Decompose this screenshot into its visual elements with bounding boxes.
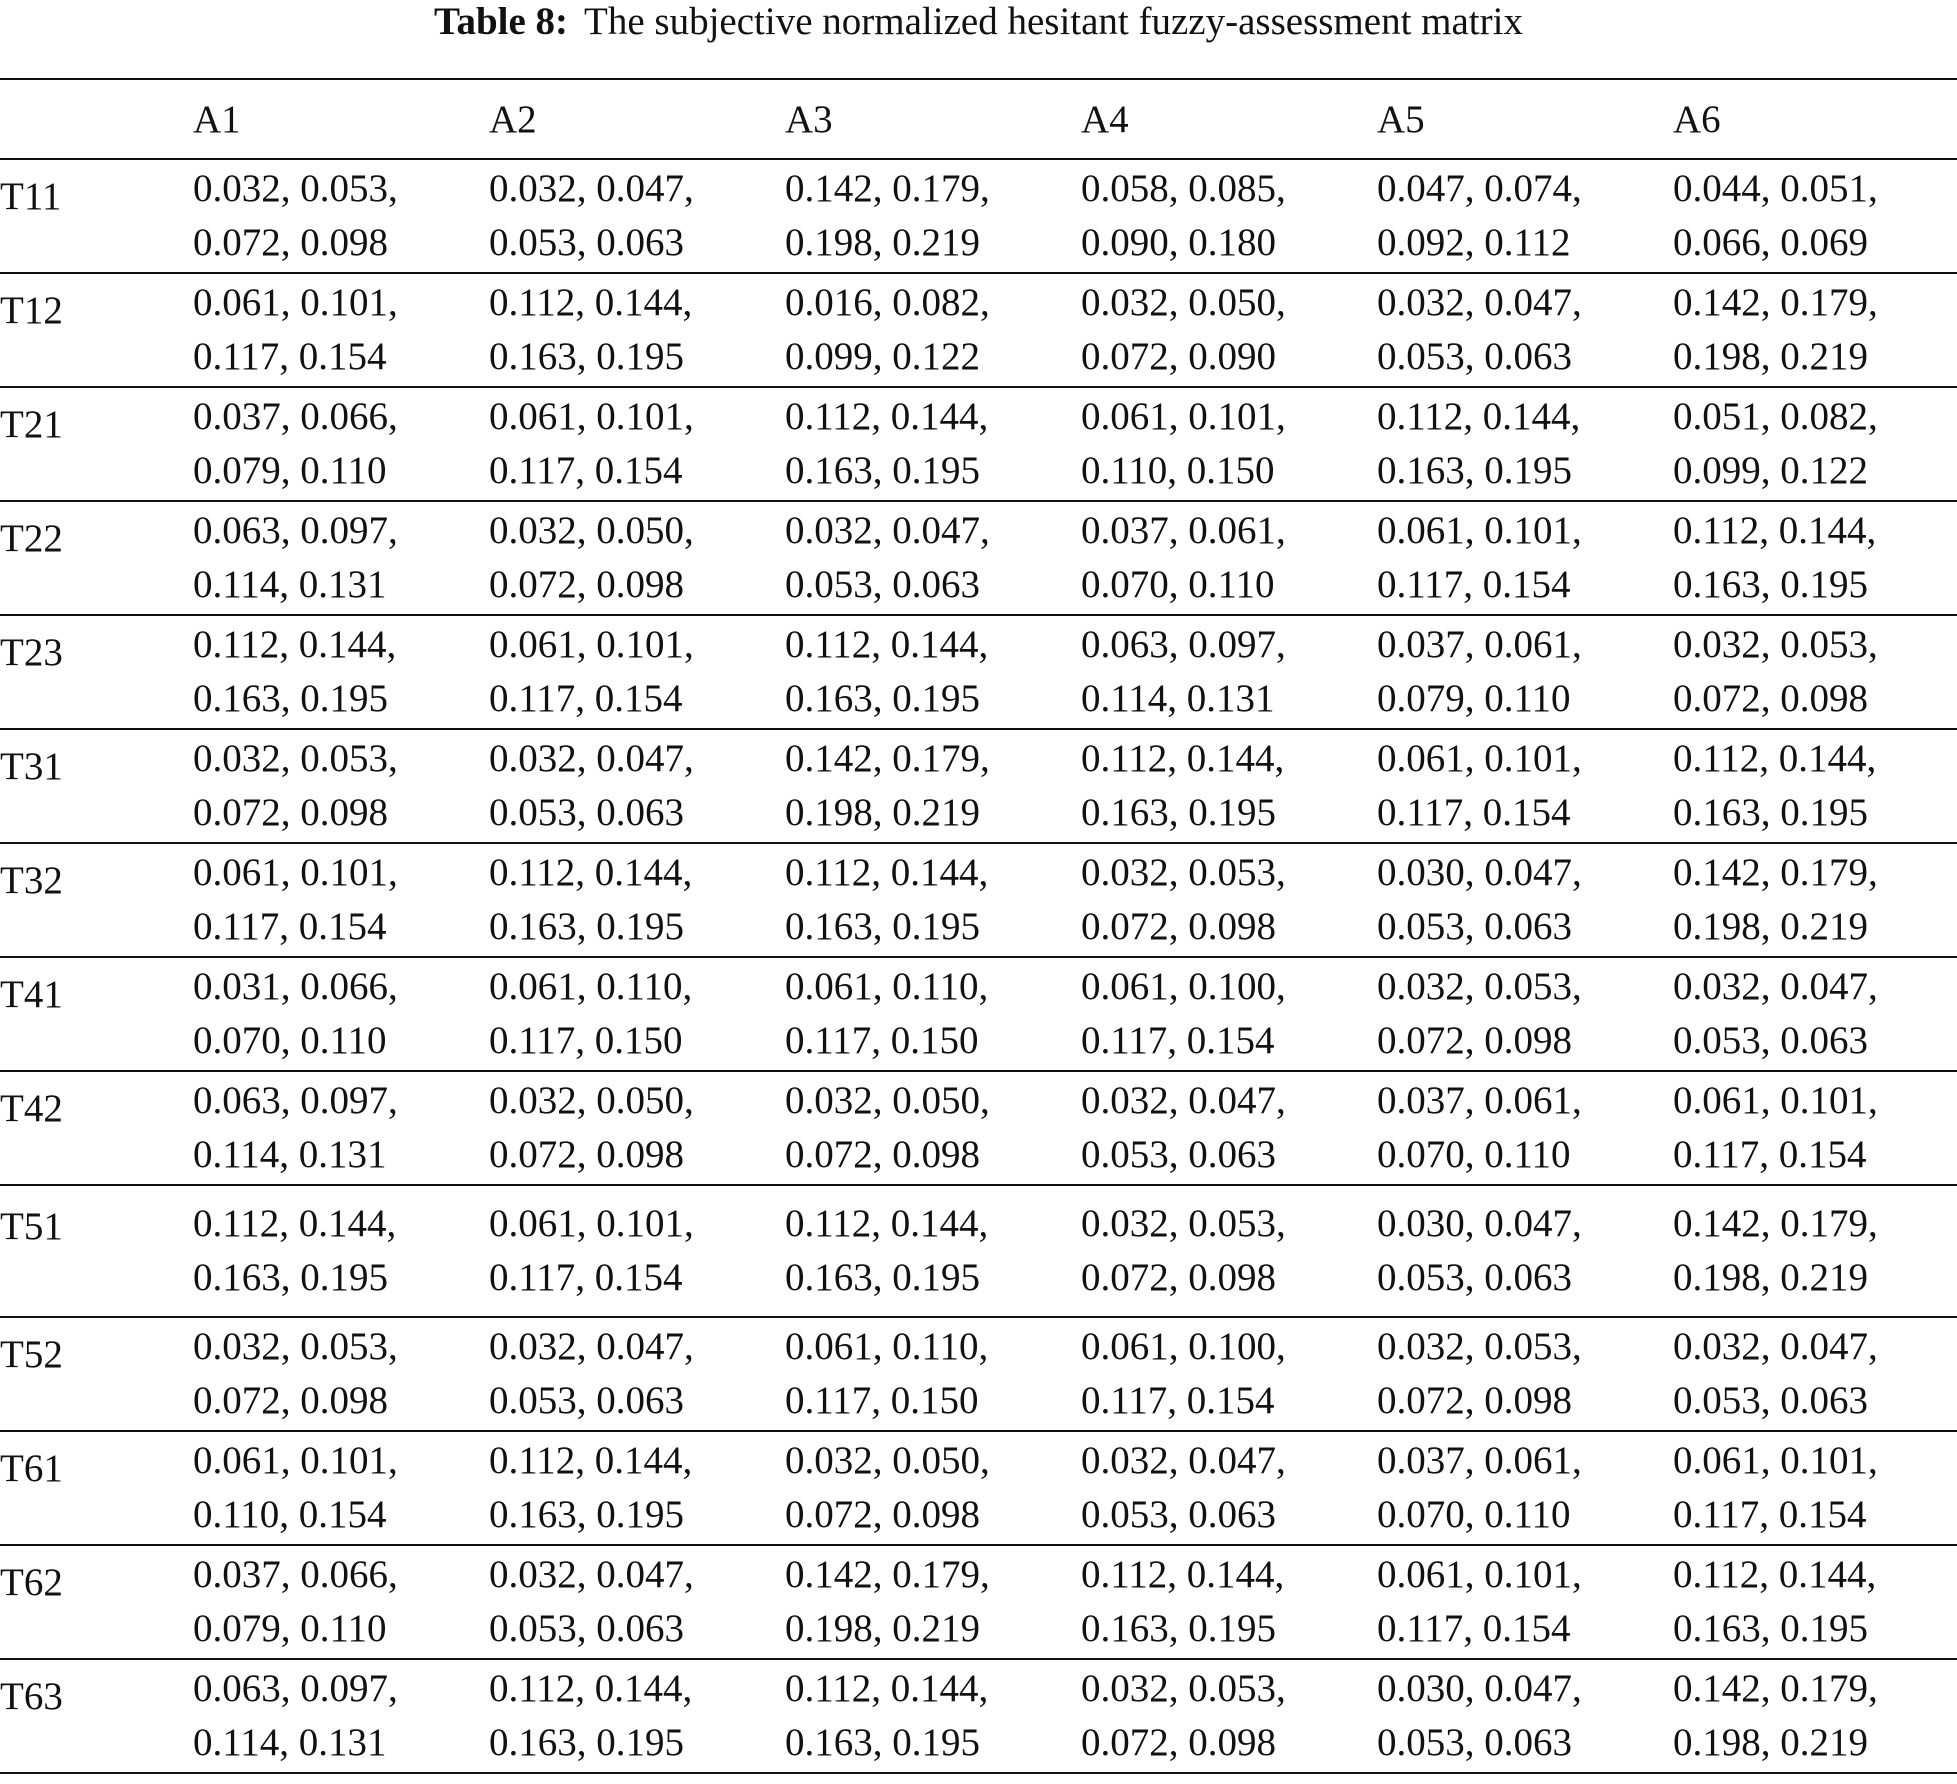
matrix-cell-line: 0.030, 0.047, [1377, 851, 1582, 894]
matrix-cell [1673, 1185, 1957, 1317]
matrix-cell-line: 0.163, 0.195 [1081, 791, 1276, 834]
matrix-cell-line: 0.110, 0.150 [1081, 449, 1275, 492]
row-label: T23 [0, 631, 63, 674]
matrix-cell [1081, 159, 1377, 273]
matrix-cell-line: 0.163, 0.195 [1377, 449, 1572, 492]
matrix-cell [785, 729, 1081, 843]
row-label: T32 [0, 859, 63, 902]
matrix-cell [1673, 1659, 1957, 1773]
matrix-cell [1673, 729, 1957, 843]
matrix-cell-line: 0.079, 0.110 [193, 1607, 387, 1650]
matrix-cell [1377, 1317, 1673, 1431]
matrix-cell-line: 0.030, 0.047, [1377, 1667, 1582, 1710]
matrix-cell [193, 501, 489, 615]
matrix-cell-line: 0.112, 0.144, [489, 851, 693, 894]
header-cell-a1: A1 [193, 97, 241, 141]
matrix-cell [1673, 843, 1957, 957]
matrix-cell-line: 0.112, 0.144, [785, 395, 989, 438]
matrix-cell-line: 0.117, 0.150 [489, 1019, 683, 1062]
matrix-cell [1081, 1185, 1377, 1317]
matrix-cell-line: 0.112, 0.144, [1081, 1553, 1285, 1596]
table-header [0, 79, 1957, 159]
matrix-cell [489, 1545, 785, 1659]
matrix-cell-line: 0.112, 0.144, [1081, 737, 1285, 780]
matrix-cell-line: 0.163, 0.195 [785, 1256, 980, 1299]
matrix-cell-line: 0.061, 0.101, [1377, 509, 1582, 552]
matrix-cell-line: 0.032, 0.047, [489, 1553, 694, 1596]
matrix-cell-line: 0.066, 0.069 [1673, 221, 1868, 264]
matrix-cell-line: 0.142, 0.179, [1673, 1202, 1878, 1245]
matrix-cell [1081, 387, 1377, 501]
matrix-cell-line: 0.061, 0.100, [1081, 965, 1286, 1008]
matrix-cell-line: 0.198, 0.219 [1673, 905, 1868, 948]
matrix-cell [193, 1185, 489, 1317]
matrix-cell-line: 0.142, 0.179, [785, 1553, 990, 1596]
table-row [0, 1431, 1957, 1545]
matrix-cell-line: 0.117, 0.154 [1377, 1607, 1571, 1650]
matrix-cell-line: 0.053, 0.063 [785, 563, 980, 606]
header-cell-a6: A6 [1673, 97, 1721, 141]
matrix-cell-line: 0.037, 0.061, [1377, 623, 1582, 666]
matrix-cell-line: 0.072, 0.098 [193, 221, 388, 264]
matrix-cell-line: 0.070, 0.110 [1377, 1133, 1571, 1176]
matrix-cell-line: 0.112, 0.144, [785, 1667, 989, 1710]
matrix-cell [1081, 273, 1377, 387]
matrix-cell-line: 0.163, 0.195 [489, 1721, 684, 1764]
matrix-cell-line: 0.117, 0.154 [1673, 1133, 1867, 1176]
matrix-cell-line: 0.051, 0.082, [1673, 395, 1878, 438]
matrix-cell-line: 0.198, 0.219 [1673, 1721, 1868, 1764]
matrix-cell [1081, 1317, 1377, 1431]
table-row [0, 1659, 1957, 1773]
matrix-cell-line: 0.117, 0.150 [785, 1379, 979, 1422]
matrix-cell-line: 0.037, 0.066, [193, 1553, 398, 1596]
matrix-cell [785, 1071, 1081, 1185]
table-caption [0, 0, 1957, 44]
matrix-cell-line: 0.053, 0.063 [1081, 1493, 1276, 1536]
matrix-cell-line: 0.163, 0.195 [785, 1721, 980, 1764]
matrix-cell [193, 1317, 489, 1431]
matrix-cell-line: 0.072, 0.098 [489, 563, 684, 606]
matrix-cell [785, 387, 1081, 501]
matrix-cell-line: 0.163, 0.195 [489, 1493, 684, 1536]
table-caption-label: Table 8: [434, 0, 569, 43]
matrix-cell-line: 0.117, 0.154 [193, 335, 387, 378]
matrix-cell [193, 1545, 489, 1659]
header-cell-a2: A2 [489, 97, 537, 141]
matrix-cell [785, 273, 1081, 387]
matrix-cell-line: 0.047, 0.074, [1377, 167, 1582, 210]
matrix-cell-line: 0.032, 0.053, [193, 1325, 398, 1368]
table-row [0, 957, 1957, 1071]
matrix-cell-line: 0.072, 0.090 [1081, 335, 1276, 378]
matrix-cell-line: 0.079, 0.110 [193, 449, 387, 492]
table-row [0, 615, 1957, 729]
matrix-cell-line: 0.061, 0.101, [1673, 1439, 1878, 1482]
matrix-cell-line: 0.072, 0.098 [489, 1133, 684, 1176]
matrix-cell [1081, 1431, 1377, 1545]
header-cell-a3: A3 [785, 97, 833, 141]
matrix-cell-line: 0.163, 0.195 [1673, 563, 1868, 606]
matrix-cell [785, 1659, 1081, 1773]
matrix-cell-line: 0.112, 0.144, [489, 1439, 693, 1482]
matrix-cell-line: 0.061, 0.100, [1081, 1325, 1286, 1368]
matrix-cell-line: 0.112, 0.144, [1673, 737, 1877, 780]
matrix-cell [1377, 615, 1673, 729]
matrix-cell [1081, 1545, 1377, 1659]
matrix-cell-line: 0.112, 0.144, [1673, 509, 1877, 552]
matrix-cell-line: 0.032, 0.053, [1377, 965, 1582, 1008]
matrix-cell-line: 0.061, 0.101, [489, 1202, 694, 1245]
matrix-cell-line: 0.061, 0.101, [193, 1439, 398, 1482]
matrix-cell-line: 0.032, 0.050, [489, 509, 694, 552]
matrix-cell [489, 1071, 785, 1185]
assessment-matrix-container [0, 78, 1957, 1774]
matrix-cell-line: 0.114, 0.131 [1081, 677, 1275, 720]
matrix-cell-line: 0.032, 0.053, [1673, 623, 1878, 666]
matrix-cell [489, 501, 785, 615]
table-row [0, 273, 1957, 387]
matrix-cell-line: 0.063, 0.097, [1081, 623, 1286, 666]
matrix-cell [489, 729, 785, 843]
matrix-cell-line: 0.114, 0.131 [193, 1721, 387, 1764]
matrix-cell-line: 0.032, 0.047, [1377, 281, 1582, 324]
matrix-cell-line: 0.198, 0.219 [1673, 1256, 1868, 1299]
matrix-cell-line: 0.061, 0.101, [1377, 1553, 1582, 1596]
matrix-cell-line: 0.061, 0.110, [785, 965, 989, 1008]
matrix-cell-line: 0.072, 0.098 [193, 1379, 388, 1422]
matrix-cell-line: 0.163, 0.195 [785, 677, 980, 720]
matrix-cell [193, 729, 489, 843]
matrix-cell-line: 0.053, 0.063 [1377, 1721, 1572, 1764]
matrix-cell-line: 0.032, 0.047, [1081, 1079, 1286, 1122]
matrix-cell-line: 0.112, 0.144, [489, 281, 693, 324]
table-row [0, 501, 1957, 615]
matrix-cell [1673, 957, 1957, 1071]
matrix-cell-line: 0.044, 0.051, [1673, 167, 1878, 210]
matrix-cell-line: 0.061, 0.101, [489, 395, 694, 438]
matrix-cell-line: 0.117, 0.154 [1377, 563, 1571, 606]
table-caption-text: The subjective normalized hesitant fuzzy-assessment matrix [584, 0, 1523, 43]
matrix-cell [1081, 1659, 1377, 1773]
matrix-cell [193, 273, 489, 387]
matrix-cell [489, 273, 785, 387]
matrix-cell [1081, 843, 1377, 957]
matrix-cell-line: 0.092, 0.112 [1377, 221, 1571, 264]
matrix-cell-line: 0.032, 0.047, [785, 509, 990, 552]
matrix-cell-line: 0.032, 0.047, [1081, 1439, 1286, 1482]
matrix-cell-line: 0.117, 0.154 [489, 1256, 683, 1299]
matrix-cell [785, 159, 1081, 273]
matrix-cell-line: 0.142, 0.179, [1673, 1667, 1878, 1710]
table-row [0, 1545, 1957, 1659]
matrix-cell-line: 0.114, 0.131 [193, 1133, 387, 1176]
matrix-cell-line: 0.063, 0.097, [193, 1667, 398, 1710]
matrix-cell [1377, 1071, 1673, 1185]
matrix-cell-line: 0.198, 0.219 [1673, 335, 1868, 378]
matrix-cell-line: 0.061, 0.110, [489, 965, 693, 1008]
matrix-cell-line: 0.032, 0.050, [1081, 281, 1286, 324]
matrix-cell [489, 1185, 785, 1317]
matrix-cell [1377, 273, 1673, 387]
matrix-cell-line: 0.053, 0.063 [1377, 905, 1572, 948]
matrix-cell-line: 0.032, 0.047, [489, 737, 694, 780]
matrix-cell [1377, 957, 1673, 1071]
matrix-cell-line: 0.110, 0.154 [193, 1493, 387, 1536]
matrix-cell-line: 0.053, 0.063 [489, 221, 684, 264]
matrix-cell-line: 0.163, 0.195 [1673, 1607, 1868, 1650]
matrix-cell-line: 0.112, 0.144, [193, 623, 397, 666]
matrix-cell [1673, 615, 1957, 729]
matrix-cell-line: 0.037, 0.061, [1377, 1439, 1582, 1482]
matrix-cell-line: 0.198, 0.219 [785, 221, 980, 264]
row-label: T51 [0, 1205, 63, 1248]
matrix-cell-line: 0.032, 0.047, [1673, 965, 1878, 1008]
matrix-cell-line: 0.117, 0.154 [1081, 1019, 1275, 1062]
row-label: T22 [0, 517, 63, 560]
matrix-cell [1081, 729, 1377, 843]
matrix-cell-line: 0.163, 0.195 [785, 449, 980, 492]
matrix-cell-line: 0.032, 0.053, [193, 167, 398, 210]
matrix-cell-line: 0.072, 0.098 [1081, 1256, 1276, 1299]
row-label: T11 [0, 175, 62, 218]
header-row [0, 79, 1957, 159]
matrix-cell [1081, 501, 1377, 615]
assessment-matrix-table [0, 78, 1957, 1774]
matrix-cell-line: 0.053, 0.063 [1377, 335, 1572, 378]
matrix-cell [1377, 1659, 1673, 1773]
row-label: T21 [0, 403, 63, 446]
matrix-cell-line: 0.072, 0.098 [1377, 1379, 1572, 1422]
matrix-cell-line: 0.032, 0.050, [785, 1439, 990, 1482]
matrix-cell [1673, 159, 1957, 273]
matrix-cell [1673, 1545, 1957, 1659]
matrix-cell-line: 0.061, 0.101, [193, 281, 398, 324]
matrix-cell-line: 0.032, 0.053, [1081, 1667, 1286, 1710]
matrix-cell-line: 0.061, 0.101, [489, 623, 694, 666]
row-label: T52 [0, 1333, 63, 1376]
header-cell-a4: A4 [1081, 97, 1129, 141]
matrix-cell [193, 1071, 489, 1185]
matrix-cell [785, 615, 1081, 729]
matrix-cell-line: 0.031, 0.066, [193, 965, 398, 1008]
matrix-cell [785, 1431, 1081, 1545]
matrix-cell-line: 0.079, 0.110 [1377, 677, 1571, 720]
table-row [0, 1185, 1957, 1317]
row-label: T42 [0, 1087, 63, 1130]
matrix-cell [1377, 843, 1673, 957]
table-row [0, 387, 1957, 501]
matrix-cell-line: 0.163, 0.195 [1081, 1607, 1276, 1650]
matrix-cell-line: 0.061, 0.101, [1081, 395, 1286, 438]
matrix-cell [489, 1431, 785, 1545]
matrix-cell [1081, 957, 1377, 1071]
matrix-cell-line: 0.053, 0.063 [489, 1607, 684, 1650]
matrix-cell [193, 843, 489, 957]
matrix-cell-line: 0.072, 0.098 [1377, 1019, 1572, 1062]
matrix-cell-line: 0.061, 0.101, [1377, 737, 1582, 780]
header-cell-a5: A5 [1377, 97, 1425, 141]
matrix-cell-line: 0.037, 0.066, [193, 395, 398, 438]
matrix-cell-line: 0.061, 0.101, [1673, 1079, 1878, 1122]
matrix-cell-line: 0.053, 0.063 [489, 1379, 684, 1422]
matrix-cell [1673, 387, 1957, 501]
row-label: T63 [0, 1675, 63, 1718]
matrix-cell-line: 0.117, 0.154 [489, 449, 683, 492]
matrix-cell-line: 0.032, 0.053, [1081, 1202, 1286, 1245]
row-label: T61 [0, 1447, 63, 1490]
matrix-cell-line: 0.032, 0.047, [489, 1325, 694, 1368]
matrix-cell-line: 0.090, 0.180 [1081, 221, 1276, 264]
matrix-cell [1673, 1431, 1957, 1545]
matrix-cell-line: 0.142, 0.179, [1673, 281, 1878, 324]
matrix-cell [489, 387, 785, 501]
matrix-cell-line: 0.117, 0.150 [785, 1019, 979, 1062]
matrix-cell [489, 159, 785, 273]
matrix-cell-line: 0.016, 0.082, [785, 281, 990, 324]
matrix-cell [193, 957, 489, 1071]
matrix-cell-line: 0.072, 0.098 [193, 791, 388, 834]
matrix-cell-line: 0.114, 0.131 [193, 563, 387, 606]
matrix-cell-line: 0.053, 0.063 [1673, 1019, 1868, 1062]
matrix-cell [1081, 615, 1377, 729]
matrix-cell [785, 1545, 1081, 1659]
matrix-cell [1377, 159, 1673, 273]
matrix-cell-line: 0.117, 0.154 [1673, 1493, 1867, 1536]
row-label: T12 [0, 289, 63, 332]
matrix-cell [785, 1317, 1081, 1431]
matrix-cell-line: 0.032, 0.047, [489, 167, 694, 210]
matrix-cell [1673, 273, 1957, 387]
matrix-cell-line: 0.061, 0.110, [785, 1325, 989, 1368]
table-row [0, 843, 1957, 957]
matrix-cell-line: 0.117, 0.154 [1377, 791, 1571, 834]
matrix-cell-line: 0.037, 0.061, [1081, 509, 1286, 552]
matrix-cell-line: 0.032, 0.047, [1673, 1325, 1878, 1368]
matrix-cell [1377, 501, 1673, 615]
matrix-cell-line: 0.142, 0.179, [785, 167, 990, 210]
header-cell-row-label [0, 79, 193, 159]
matrix-cell-line: 0.063, 0.097, [193, 509, 398, 552]
matrix-cell-line: 0.063, 0.097, [193, 1079, 398, 1122]
matrix-cell [489, 957, 785, 1071]
matrix-cell [1377, 1431, 1673, 1545]
matrix-cell-line: 0.112, 0.144, [489, 1667, 693, 1710]
matrix-cell-line: 0.099, 0.122 [1673, 449, 1868, 492]
matrix-cell-line: 0.058, 0.085, [1081, 167, 1286, 210]
matrix-cell-line: 0.142, 0.179, [785, 737, 990, 780]
matrix-cell-line: 0.112, 0.144, [785, 623, 989, 666]
matrix-cell-line: 0.112, 0.144, [785, 1202, 989, 1245]
matrix-cell-line: 0.163, 0.195 [1673, 791, 1868, 834]
table-row [0, 729, 1957, 843]
matrix-cell-line: 0.053, 0.063 [489, 791, 684, 834]
matrix-cell [193, 1659, 489, 1773]
matrix-cell [785, 843, 1081, 957]
matrix-cell-line: 0.112, 0.144, [1673, 1553, 1877, 1596]
matrix-cell [1673, 1317, 1957, 1431]
matrix-cell-line: 0.117, 0.154 [489, 677, 683, 720]
matrix-cell [193, 1431, 489, 1545]
matrix-cell-line: 0.112, 0.144, [193, 1202, 397, 1245]
matrix-cell [1673, 501, 1957, 615]
matrix-cell-line: 0.053, 0.063 [1081, 1133, 1276, 1176]
matrix-cell-line: 0.072, 0.098 [1081, 905, 1276, 948]
matrix-cell-line: 0.070, 0.110 [1377, 1493, 1571, 1536]
matrix-cell [1377, 387, 1673, 501]
row-label: T41 [0, 973, 63, 1016]
matrix-cell [489, 615, 785, 729]
matrix-cell [1377, 729, 1673, 843]
matrix-cell-line: 0.032, 0.053, [1377, 1325, 1582, 1368]
matrix-cell-line: 0.032, 0.050, [489, 1079, 694, 1122]
matrix-cell-line: 0.070, 0.110 [193, 1019, 387, 1062]
matrix-cell-line: 0.163, 0.195 [785, 905, 980, 948]
matrix-cell-line: 0.030, 0.047, [1377, 1202, 1582, 1245]
table-body [0, 159, 1957, 1773]
matrix-cell-line: 0.112, 0.144, [785, 851, 989, 894]
matrix-cell [193, 387, 489, 501]
matrix-cell [489, 1659, 785, 1773]
matrix-cell-line: 0.112, 0.144, [1377, 395, 1581, 438]
matrix-cell [489, 1317, 785, 1431]
matrix-cell-line: 0.032, 0.053, [1081, 851, 1286, 894]
matrix-cell-line: 0.117, 0.154 [1081, 1379, 1275, 1422]
matrix-cell-line: 0.198, 0.219 [785, 791, 980, 834]
matrix-cell [193, 159, 489, 273]
matrix-cell [785, 957, 1081, 1071]
matrix-cell-line: 0.142, 0.179, [1673, 851, 1878, 894]
matrix-cell-line: 0.061, 0.101, [193, 851, 398, 894]
matrix-cell-line: 0.053, 0.063 [1673, 1379, 1868, 1422]
matrix-cell-line: 0.072, 0.098 [1673, 677, 1868, 720]
matrix-cell-line: 0.117, 0.154 [193, 905, 387, 948]
matrix-cell-line: 0.163, 0.195 [193, 1256, 388, 1299]
matrix-cell-line: 0.072, 0.098 [1081, 1721, 1276, 1764]
matrix-cell-line: 0.037, 0.061, [1377, 1079, 1582, 1122]
matrix-cell-line: 0.070, 0.110 [1081, 563, 1275, 606]
matrix-cell-line: 0.032, 0.050, [785, 1079, 990, 1122]
table-row [0, 1317, 1957, 1431]
matrix-cell [1377, 1185, 1673, 1317]
matrix-cell [785, 501, 1081, 615]
row-label: T62 [0, 1561, 63, 1604]
matrix-cell-line: 0.099, 0.122 [785, 335, 980, 378]
matrix-cell [1377, 1545, 1673, 1659]
matrix-cell-line: 0.072, 0.098 [785, 1493, 980, 1536]
table-row [0, 1071, 1957, 1185]
matrix-cell [1673, 1071, 1957, 1185]
matrix-cell [785, 1185, 1081, 1317]
matrix-cell-line: 0.198, 0.219 [785, 1607, 980, 1650]
matrix-cell-line: 0.163, 0.195 [489, 905, 684, 948]
matrix-cell [489, 843, 785, 957]
matrix-cell [1081, 1071, 1377, 1185]
row-label: T31 [0, 745, 63, 788]
matrix-cell-line: 0.032, 0.053, [193, 737, 398, 780]
matrix-cell-line: 0.072, 0.098 [785, 1133, 980, 1176]
matrix-cell-line: 0.163, 0.195 [489, 335, 684, 378]
table-row [0, 159, 1957, 273]
matrix-cell [193, 615, 489, 729]
matrix-cell-line: 0.163, 0.195 [193, 677, 388, 720]
matrix-cell-line: 0.053, 0.063 [1377, 1256, 1572, 1299]
